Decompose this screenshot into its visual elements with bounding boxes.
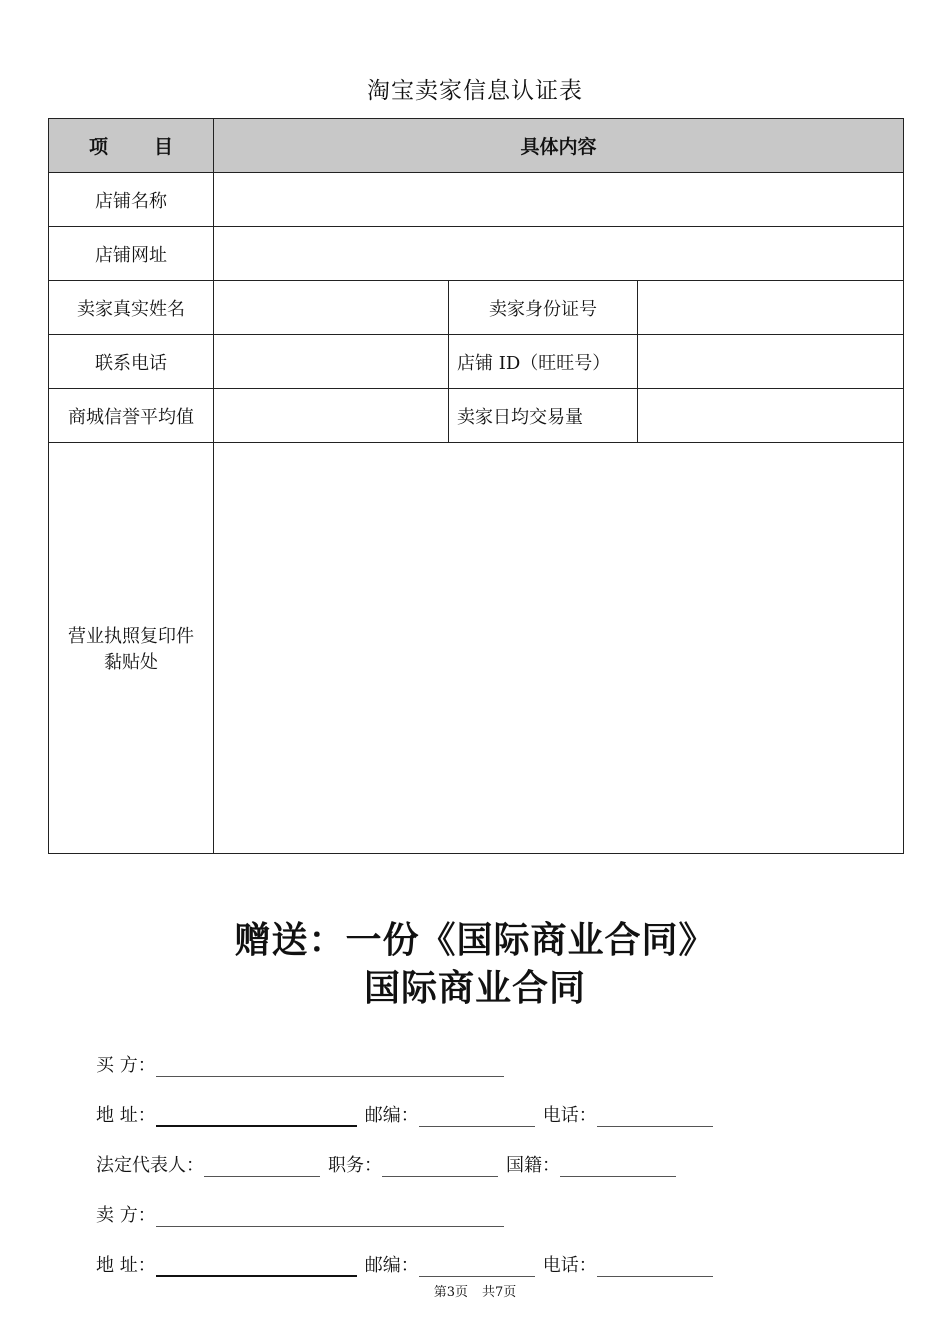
page-number: 第3页 bbox=[433, 1285, 468, 1300]
postcode-label: 邮编： bbox=[364, 1105, 419, 1126]
nationality-blank[interactable] bbox=[560, 1160, 676, 1177]
table-row bbox=[49, 389, 904, 443]
label-license-line2: 黏贴处 bbox=[104, 652, 158, 673]
label-license bbox=[49, 443, 214, 854]
label-daily-volume: 卖家日均交易量 bbox=[449, 389, 638, 443]
address-label: 地 址： bbox=[96, 1105, 156, 1126]
form-title: 淘宝卖家信息认证表 bbox=[367, 78, 583, 104]
tel-blank[interactable] bbox=[597, 1110, 713, 1127]
buyer-address-line bbox=[96, 1101, 721, 1127]
table-row bbox=[49, 443, 904, 854]
value-seller-name[interactable] bbox=[214, 281, 449, 335]
label-shop-name: 店铺名称 bbox=[49, 173, 214, 227]
postcode2-blank[interactable] bbox=[419, 1260, 535, 1277]
buyer-line bbox=[96, 1051, 512, 1077]
nationality-label: 国籍： bbox=[506, 1155, 560, 1176]
header-item bbox=[49, 119, 214, 173]
header-item-b: 目 bbox=[154, 136, 174, 158]
value-phone[interactable] bbox=[214, 335, 449, 389]
gift-heading: 赠送：一份《国际商业合同》 bbox=[234, 920, 716, 961]
buyer-label: 买 方： bbox=[96, 1055, 156, 1076]
value-shop-id[interactable] bbox=[638, 335, 904, 389]
table-row bbox=[49, 227, 904, 281]
label-phone: 联系电话 bbox=[49, 335, 214, 389]
tel2-label: 电话： bbox=[542, 1255, 597, 1276]
label-shop-url: 店铺网址 bbox=[49, 227, 214, 281]
address2-label: 地 址： bbox=[96, 1255, 156, 1276]
table-row bbox=[49, 281, 904, 335]
value-shop-name[interactable] bbox=[214, 173, 904, 227]
label-seller-id-no: 卖家身份证号 bbox=[449, 281, 638, 335]
buyer-blank[interactable] bbox=[156, 1060, 504, 1077]
value-shop-url[interactable] bbox=[214, 227, 904, 281]
contract-title: 国际商业合同 bbox=[363, 968, 586, 1009]
postcode-blank[interactable] bbox=[419, 1110, 535, 1127]
seller-label: 卖 方： bbox=[96, 1205, 156, 1226]
table-row bbox=[49, 335, 904, 389]
value-daily-volume[interactable] bbox=[638, 389, 904, 443]
table-header-row bbox=[49, 119, 904, 173]
position-label: 职务： bbox=[328, 1155, 382, 1176]
value-mall-credit[interactable] bbox=[214, 389, 449, 443]
table-row bbox=[49, 173, 904, 227]
legal-rep-blank[interactable] bbox=[204, 1160, 320, 1177]
license-paste-area[interactable] bbox=[214, 443, 904, 854]
address-blank[interactable] bbox=[156, 1109, 357, 1127]
header-content: 具体内容 bbox=[214, 119, 904, 173]
label-shop-id: 店铺 ID（旺旺号） bbox=[449, 335, 638, 389]
legal-rep-line bbox=[96, 1151, 684, 1177]
page-footer bbox=[0, 1281, 950, 1300]
seller-info-table bbox=[48, 118, 904, 854]
tel2-blank[interactable] bbox=[597, 1260, 713, 1277]
header-item-a: 项 bbox=[88, 136, 108, 158]
address2-blank[interactable] bbox=[156, 1259, 357, 1277]
seller-line bbox=[96, 1201, 512, 1227]
label-license-line1: 营业执照复印件 bbox=[68, 626, 194, 647]
seller-address-line bbox=[96, 1251, 721, 1277]
tel-label: 电话： bbox=[542, 1105, 597, 1126]
position-blank[interactable] bbox=[382, 1160, 498, 1177]
label-mall-credit: 商城信誉平均值 bbox=[49, 389, 214, 443]
label-seller-name: 卖家真实姓名 bbox=[49, 281, 214, 335]
legal-rep-label: 法定代表人： bbox=[96, 1155, 204, 1176]
value-seller-id-no[interactable] bbox=[638, 281, 904, 335]
page-total: 共7页 bbox=[482, 1285, 517, 1300]
seller-blank[interactable] bbox=[156, 1210, 504, 1227]
postcode2-label: 邮编： bbox=[364, 1255, 419, 1276]
